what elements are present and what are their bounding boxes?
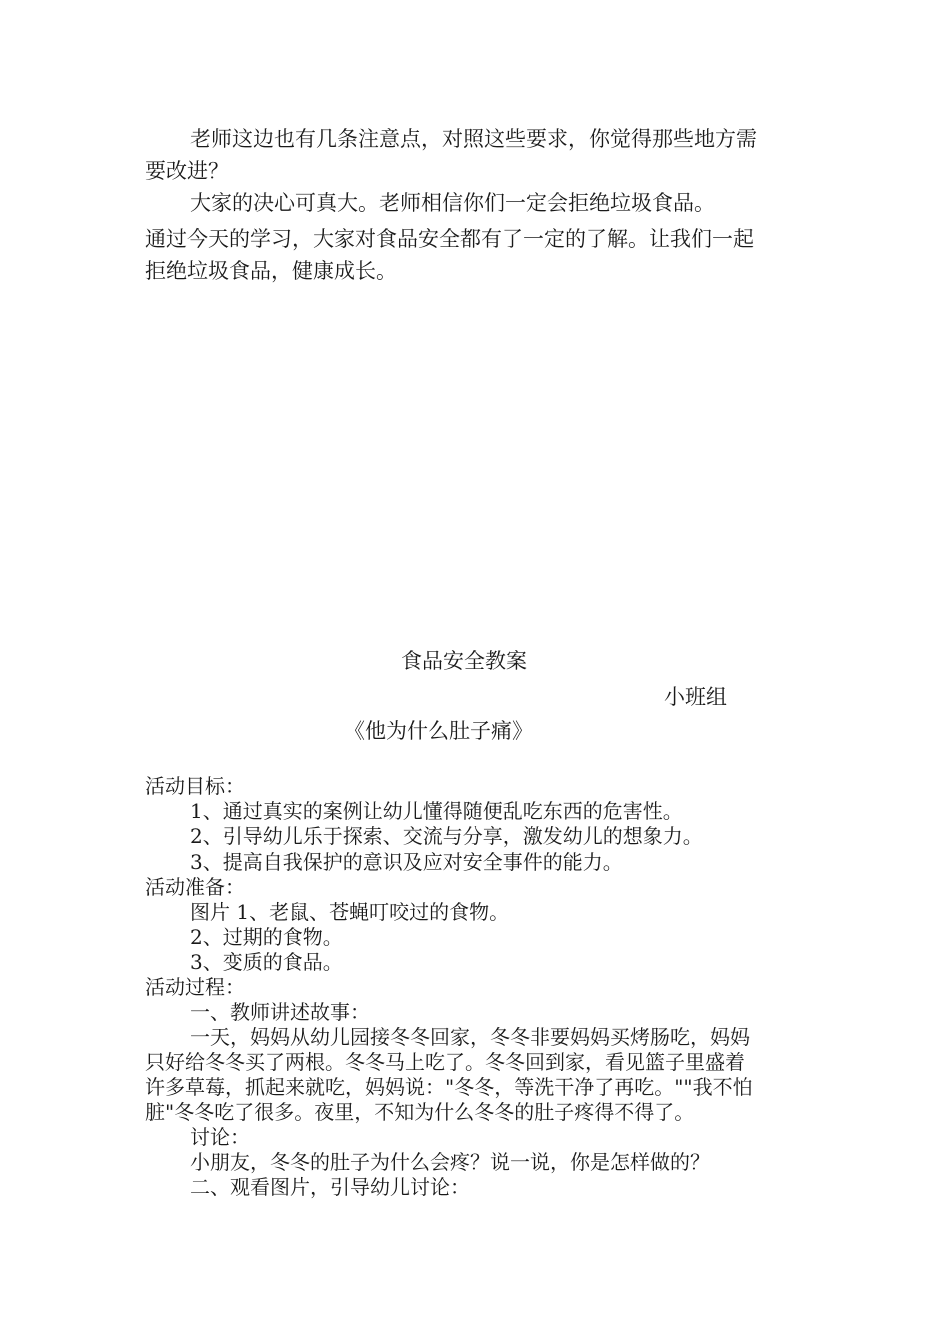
section-heading-prep: 活动准备：	[145, 875, 245, 899]
paragraph-line: 大家的决心可真大。老师相信你们一定会拒绝垃圾食品。	[190, 191, 715, 215]
discussion-heading: 讨论：	[190, 1125, 250, 1149]
paragraph-line: 老师这边也有几条注意点，对照这些要求，你觉得那些地方需	[190, 127, 757, 151]
list-item: 2、引导幼儿乐于探索、交流与分享，激发幼儿的想象力。	[190, 824, 703, 848]
story-line: 脏"冬冬吃了很多。夜里，不知为什么冬冬的肚子疼得不得了。	[145, 1100, 695, 1124]
lesson-subtitle: 《他为什么肚子痛》	[344, 719, 533, 743]
paragraph-line: 拒绝垃圾食品，健康成长。	[145, 259, 397, 283]
section-heading-goals: 活动目标：	[145, 774, 245, 798]
list-item: 3、变质的食品。	[190, 950, 343, 974]
list-item: 3、提高自我保护的意识及应对安全事件的能力。	[190, 850, 623, 874]
list-item: 2、过期的食物。	[190, 925, 343, 949]
group-label: 小班组	[664, 685, 727, 709]
lesson-title: 食品安全教案	[401, 649, 527, 673]
story-line: 许多草莓，抓起来就吃，妈妈说："冬冬，等洗干净了再吃。""我不怕	[145, 1075, 753, 1099]
paragraph-line: 要改进？	[145, 159, 229, 183]
paragraph-line: 通过今天的学习，大家对食品安全都有了一定的了解。让我们一起	[145, 227, 754, 251]
story-line: 只好给冬冬买了两根。冬冬马上吃了。冬冬回到家，看见篮子里盛着	[145, 1050, 745, 1074]
story-line: 一天，妈妈从幼儿园接冬冬回家，冬冬非要妈妈买烤肠吃，妈妈	[190, 1025, 750, 1049]
step-heading: 二、观看图片，引导幼儿讨论：	[190, 1175, 470, 1199]
section-heading-process: 活动过程：	[145, 975, 245, 999]
discussion-line: 小朋友，冬冬的肚子为什么会疼？说一说，你是怎样做的？	[190, 1150, 710, 1174]
list-item: 1、通过真实的案例让幼儿懂得随便乱吃东西的危害性。	[190, 799, 683, 823]
list-item: 图片 1、老鼠、苍蝇叮咬过的食物。	[190, 900, 510, 924]
step-heading: 一、教师讲述故事：	[190, 1000, 370, 1024]
